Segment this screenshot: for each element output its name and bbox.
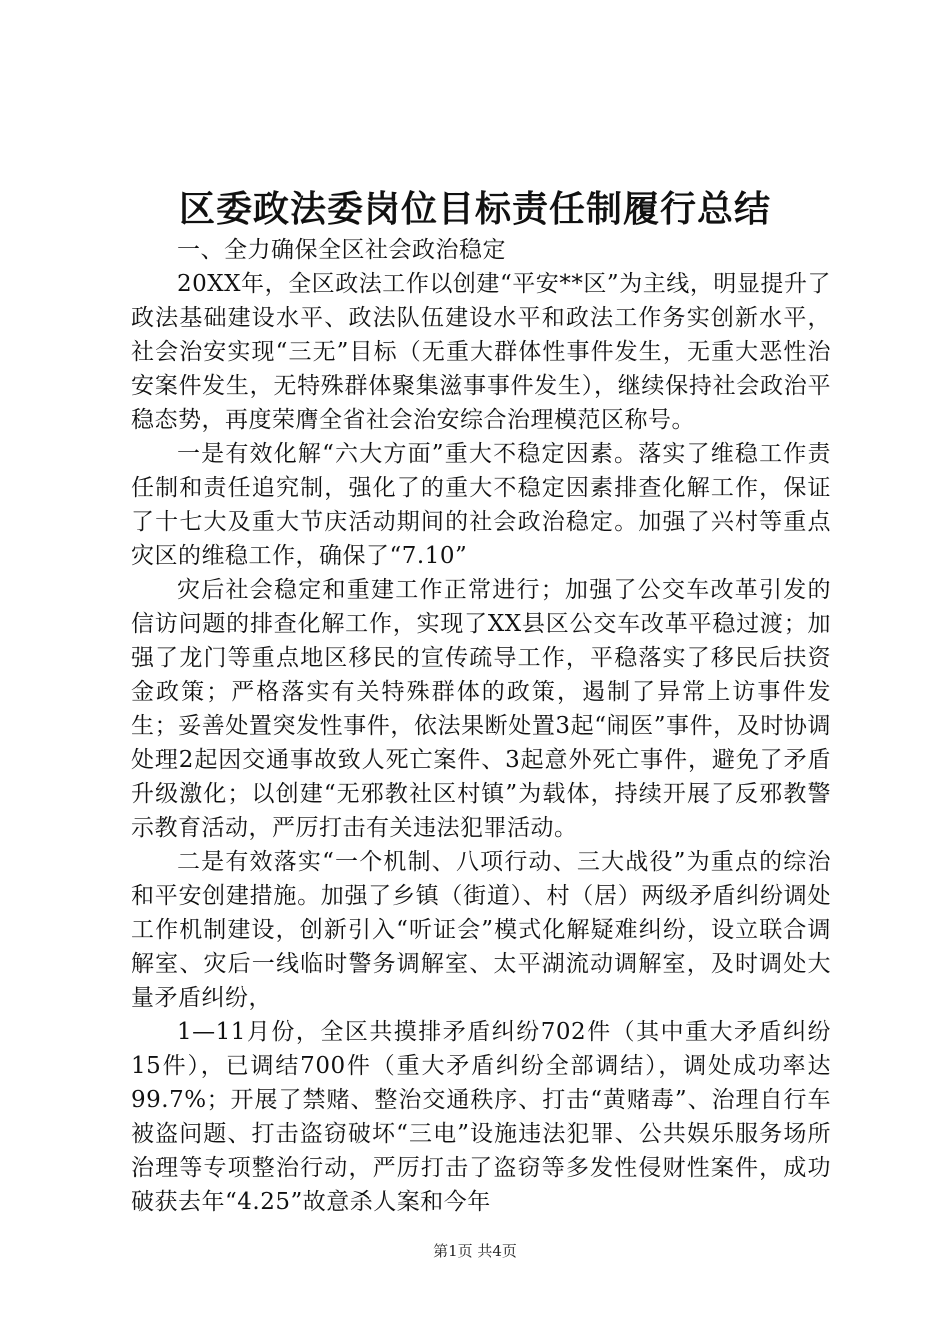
paragraph-5: 1—11月份，全区共摸排矛盾纠纷702件（其中重大矛盾纠纷15件），已调结700件（重大矛盾纠纷全部调结），调处成功率达99.7%；开展了禁赌、整治交通秩序、打击“黄赌毒”、治理自行车被盗问题、打击盗窃破坏“三电”设施违法犯罪、公共娱乐服务场所治理等专项整治行动，严厉打击了盗窃等多发性侵财性案件，成功破获去年“4.25”故意杀人案和今年	[131, 1019, 831, 1215]
paragraph-4: 二是有效落实“一个机制、八项行动、三大战役”为重点的综治和平安创建措施。加强了乡镇（街道）、村（居）两级矛盾纠纷调处工作机制建设，创新引入“听证会”模式化解疑难纠纷，设立联合调解室、灾后一线临时警务调解室、太平湖流动调解室，及时调处大量矛盾纠纷，	[131, 849, 831, 1011]
page-footer: 第1页 共4页	[433, 1242, 517, 1260]
paragraph-2: 一是有效化解“六大方面”重大不稳定因素。落实了维稳工作责任制和责任追究制，强化了的重大不稳定因素排查化解工作，保证了十七大及重大节庆活动期间的社会政治稳定。加强了兴村等重点灾区的维稳工作，确保了“7.10”	[131, 441, 831, 569]
document-title: 区委政法委岗位目标责任制履行总结	[178, 188, 771, 230]
document-body	[131, 233, 831, 1219]
paragraph-1: 20XX年，全区政法工作以创建“平安**区”为主线，明显提升了政法基础建设水平、政法队伍建设水平和政法工作务实创新水平，社会治安实现“三无”目标（无重大群体性事件发生，无重大恶性治安案件发生，无特殊群体聚集滋事事件发生），继续保持社会政治平稳态势，再度荣膺全省社会治安综合治理模范区称号。	[131, 271, 831, 433]
section-heading: 一、全力确保全区社会政治稳定	[177, 237, 506, 263]
paragraph-3: 灾后社会稳定和重建工作正常进行；加强了公交车改革引发的信访问题的排查化解工作，实现了XX县区公交车改革平稳过渡；加强了龙门等重点地区移民的宣传疏导工作，平稳落实了移民后扶资金政策；严格落实有关特殊群体的政策，遏制了异常上访事件发生；妥善处置突发性事件，依法果断处置3起“闹医”事件，及时协调处理2起因交通事故致人死亡案件、3起意外死亡事件，避免了矛盾升级激化；以创建“无邪教社区村镇”为载体，持续开展了反邪教警示教育活动，严厉打击有关违法犯罪活动。	[131, 577, 831, 841]
